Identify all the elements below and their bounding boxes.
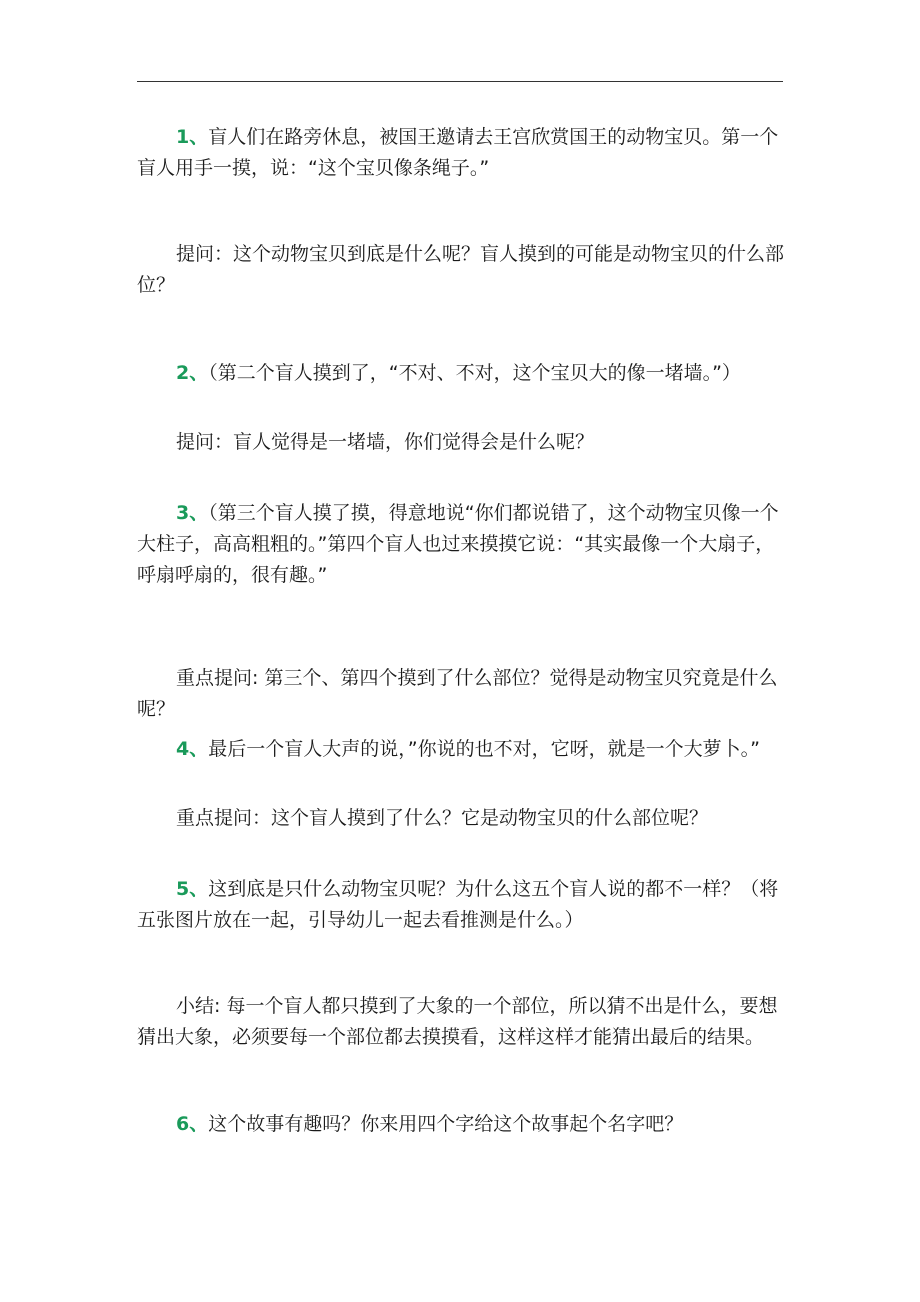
step-2-text: （第二个盲人摸到了，“不对、不对，这个宝贝大的像一堵墙。”） — [208, 362, 741, 384]
step-4-text: 最后一个盲人大声的说，”你说的也不对，它呀，就是一个大萝卜。” — [208, 738, 760, 760]
step-6-text: 这个故事有趣吗？你来用四个字给这个故事起个名字吧？ — [208, 1113, 684, 1135]
step-1-text: 盲人们在路旁休息，被国王邀请去王宫欣赏国王的动物宝贝。第一个盲人用手一摸，说：“这个宝贝像条绳子。” — [137, 126, 779, 179]
summary-paragraph: 小结: 每一个盲人都只摸到了大象的一个部位，所以猜不出是什么，要想猜出大象，必须要每一个部位都去摸摸看，这样这样才能猜出最后的结果。 — [137, 995, 778, 1048]
step-2-number: 2、 — [176, 362, 209, 384]
step-5-text: 这到底是只什么动物宝贝呢？为什么这五个盲人说的都不一样？（将五张图片放在一起，引导幼儿一起去看推测是什么。） — [137, 878, 779, 931]
question-2-paragraph: 提问：盲人觉得是一堵墙，你们觉得会是什么呢？ — [176, 431, 595, 453]
step-6-number: 6、 — [176, 1113, 209, 1135]
step-5-paragraph — [137, 874, 787, 936]
step-3-number: 3、 — [176, 502, 209, 524]
step-6-paragraph — [137, 1109, 787, 1140]
step-5-number: 5、 — [176, 878, 209, 900]
question-1-paragraph: 提问：这个动物宝贝到底是什么呢？盲人摸到的可能是动物宝贝的什么部位？ — [137, 243, 785, 296]
step-3-text: （第三个盲人摸了摸，得意地说“你们都说错了，这个动物宝贝像一个大柱子，高高粗粗的。”第四个盲人也过来摸摸它说：“其实最像一个大扇子，呼扇呼扇的，很有趣。” — [137, 502, 779, 586]
step-4-number: 4、 — [176, 738, 209, 760]
step-4-paragraph — [137, 734, 787, 765]
step-2-paragraph — [137, 358, 787, 389]
step-1-paragraph — [137, 122, 787, 184]
step-1-number: 1、 — [176, 126, 209, 148]
question-3-paragraph: 重点提问: 第三个、第四个摸到了什么部位？觉得是动物宝贝究竟是什么呢？ — [137, 667, 778, 720]
question-4-paragraph: 重点提问：这个盲人摸到了什么？它是动物宝贝的什么部位呢？ — [176, 807, 709, 829]
header-divider — [137, 81, 783, 82]
step-3-paragraph — [137, 498, 787, 591]
